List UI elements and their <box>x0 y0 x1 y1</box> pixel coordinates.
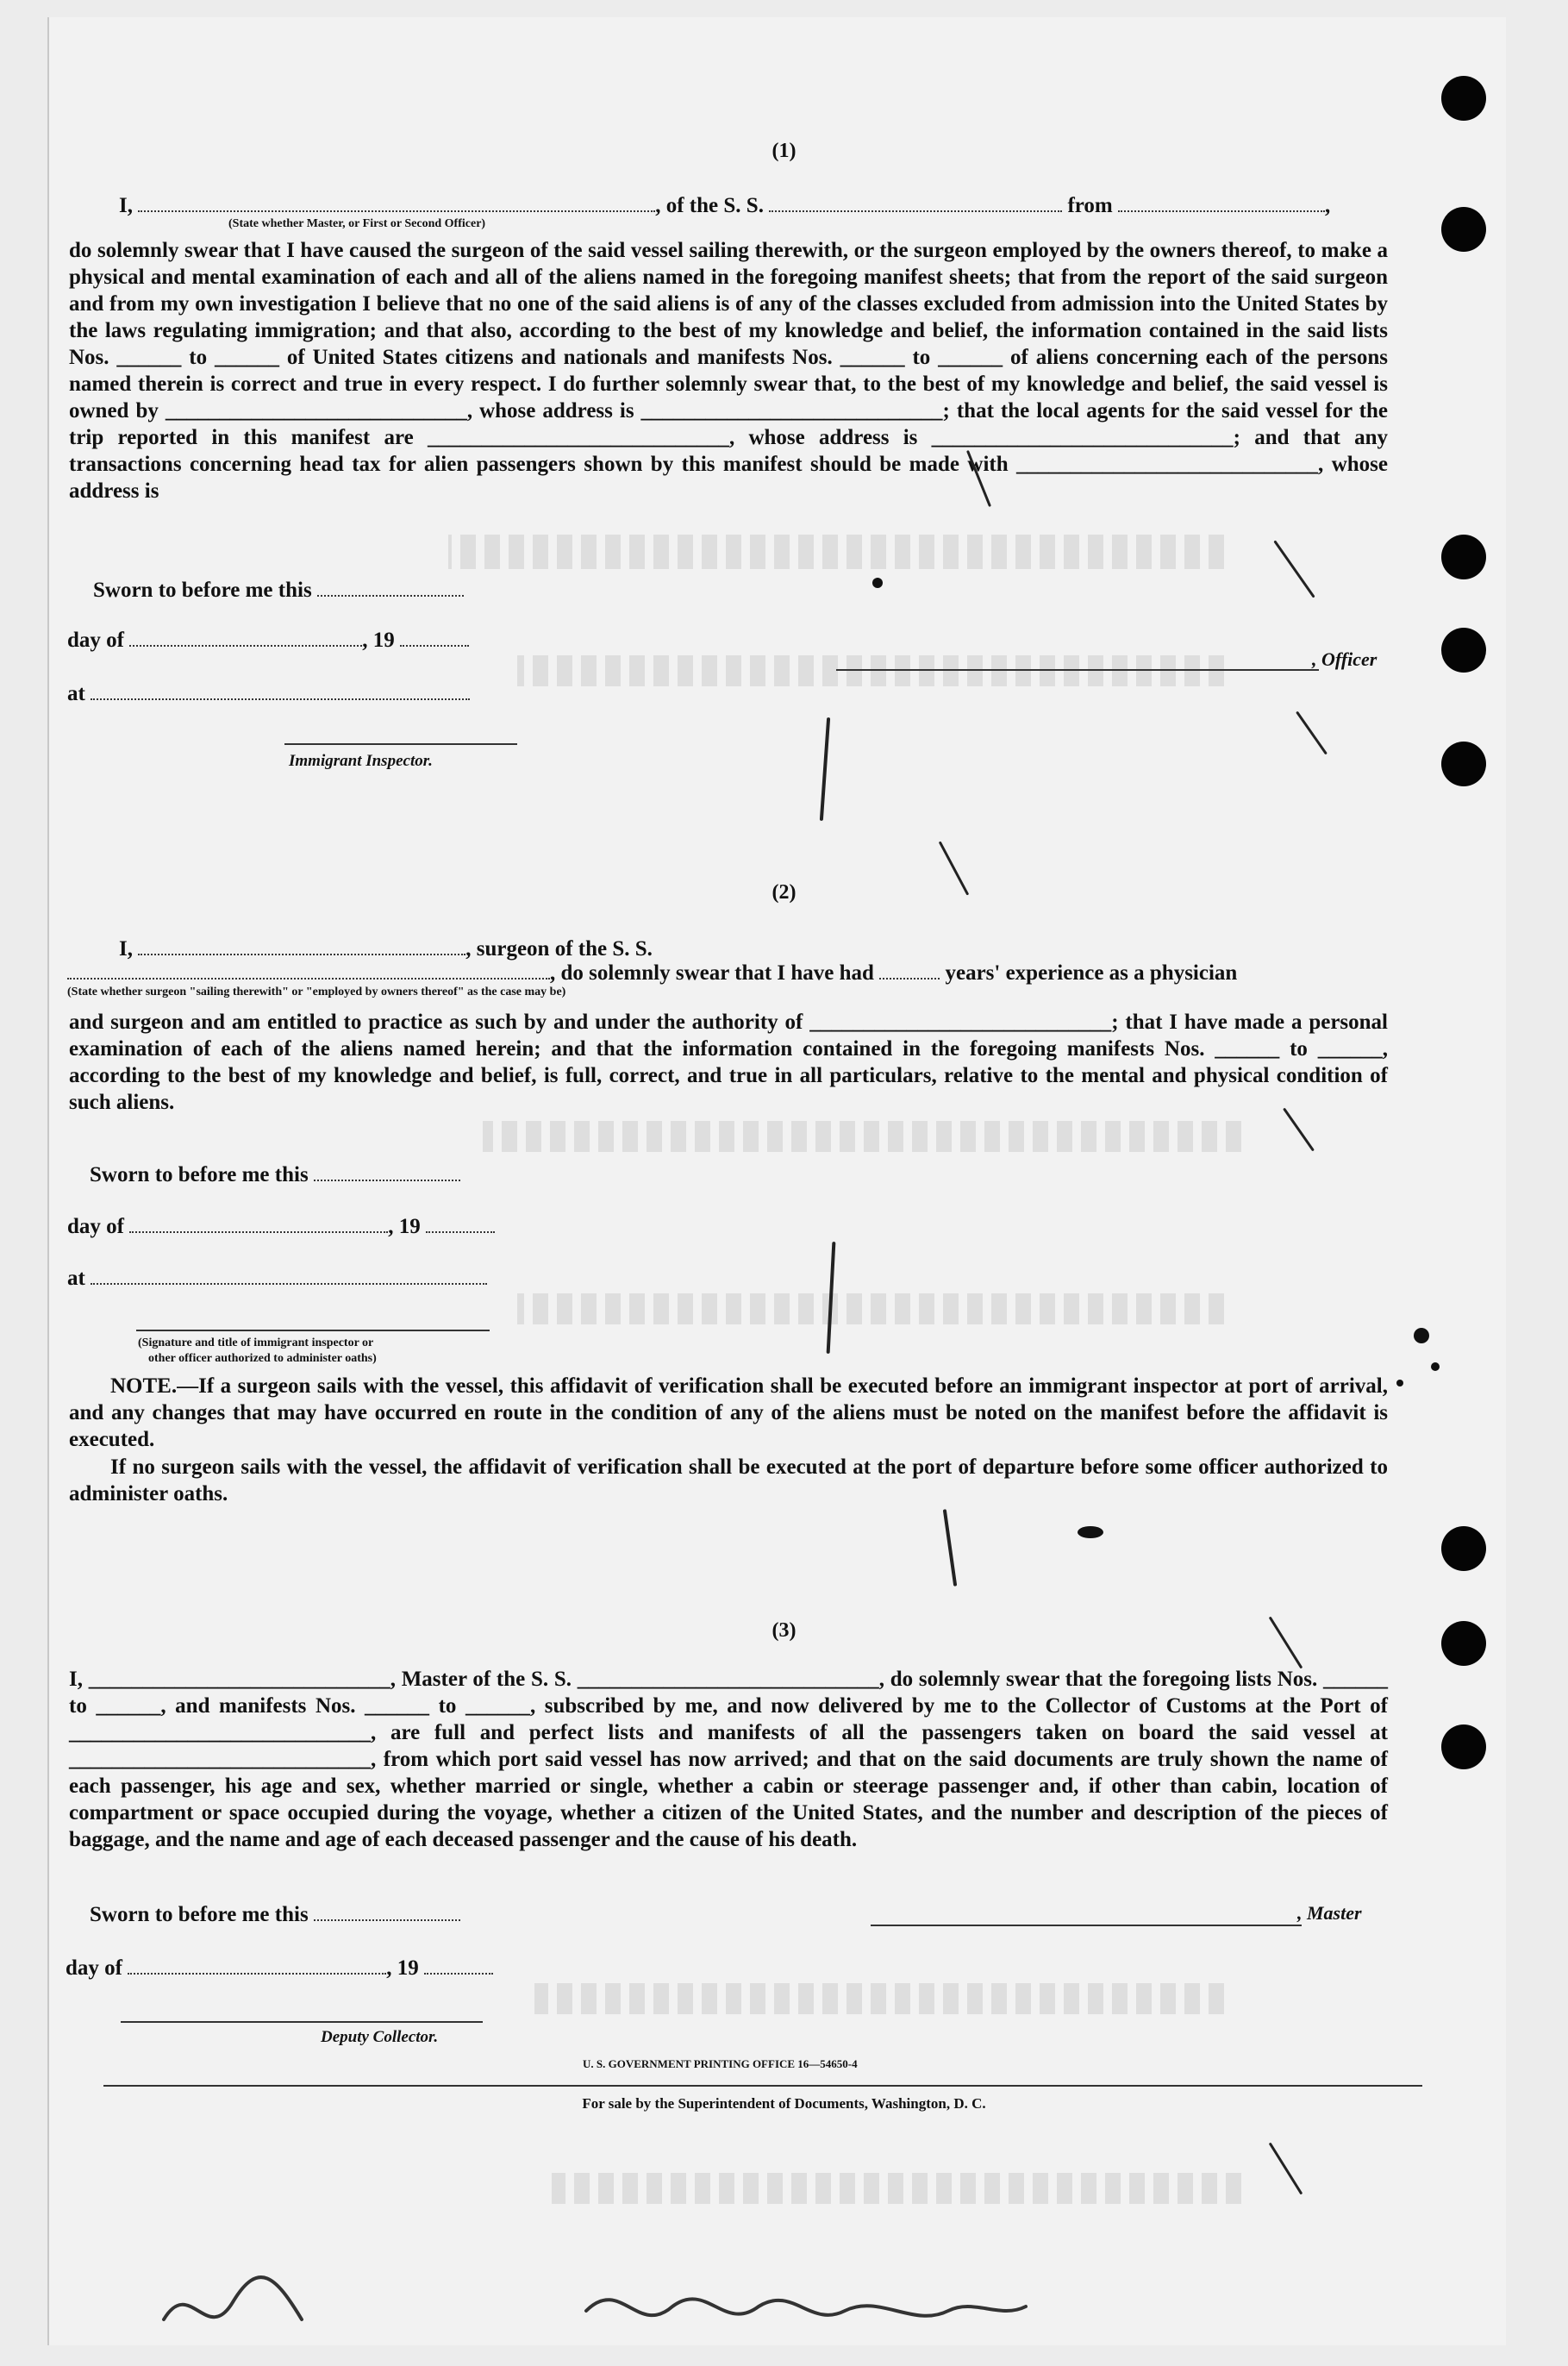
binder-hole <box>1441 1724 1486 1769</box>
officer-signature-line <box>836 669 1319 671</box>
ink-speck <box>1431 1362 1440 1371</box>
years-field[interactable] <box>879 959 940 980</box>
bleed-through <box>552 2173 1241 2204</box>
year-field[interactable] <box>400 626 469 647</box>
bleed-through <box>483 1121 1241 1152</box>
ship-name-field[interactable] <box>769 191 1062 212</box>
section-1-oath-text <box>69 237 1388 522</box>
note-surgeon-sails: NOTE.—If a surgeon sails with the vessel, this affidavit of verification shall be executed before an immigrant inspector at port of arrival, and any changes that may have occurred en route in the condition of any of the aliens must be noted on the manifest before the affidavit is executed. <box>69 1374 1388 1451</box>
day-of-field[interactable] <box>129 626 362 647</box>
section-2-signature-line <box>136 1330 490 1331</box>
section-2-at: at <box>67 1264 487 1291</box>
at-place-field-2[interactable] <box>91 1264 487 1285</box>
sworn-date-field-3[interactable] <box>314 1900 460 1921</box>
sworn-date-field[interactable] <box>317 576 464 597</box>
surgeon-name-field[interactable] <box>138 935 465 955</box>
section-3-body: I, ____________________________, Master of the S. S. ____________________________, do solemnly swear that the foregoing lists Nos. ______ to ______, and manifests Nos. ______ to ______, subscribed by me, and now delivered by me to the Collector of Customs at the Port of ____________________________, are full and perfect lists and manifests of all the passengers taken on board the said vessel at ____________________________, from which port said vessel has now arrived; and that on the said documents are truly shown the name of each passenger, his age and sex, whether married or single, whether a cabin or steerage passenger and, if other than cabin, location of compartment or space occupied during the voyage, whether a citizen of the United States, and the number and description of the pieces of baggage, and the name and age of each deceased passenger and the cause of his death. <box>69 1668 1388 1851</box>
section-3-sworn: Sworn to before me this <box>90 1900 460 1927</box>
section-2-number: (2) <box>772 881 796 904</box>
officer-name-field[interactable] <box>138 191 655 212</box>
binder-hole <box>1441 628 1486 673</box>
master-signature-line <box>871 1925 1302 1926</box>
bleed-through <box>517 655 1224 686</box>
note-no-surgeon: If no surgeon sails with the vessel, the affidavit of verification shall be executed at the port of departure before some officer authorized to administer oaths. <box>69 1455 1388 1505</box>
label-from: from <box>1067 194 1113 217</box>
label-of-ss: , of the S. S. <box>655 194 764 217</box>
year-field-2[interactable] <box>426 1212 495 1233</box>
binder-hole <box>1441 1526 1486 1571</box>
section-2-body: and surgeon and am entitled to practice as such by and under the authority of ____________________________; that I have made a personal examination of each of the aliens named herein; and that the information contained in the foregoing manifests Nos. ______ to ______, according to the best of my knowledge and belief, is full, correct, and true in all particulars, relative to the mental and physical condition of such aliens. <box>69 1011 1388 1114</box>
footer-rule <box>103 2085 1422 2087</box>
ink-speck <box>1396 1380 1403 1386</box>
ink-speck <box>1414 1328 1429 1343</box>
handwritten-signature <box>155 2259 1034 2354</box>
bleed-through <box>517 1293 1224 1324</box>
sworn-date-field-2[interactable] <box>314 1161 460 1181</box>
at-place-field[interactable] <box>91 679 470 700</box>
surgeon-caption: (State whether surgeon "sailing therewith" or "employed by owners thereof" as the case may be) <box>67 986 566 998</box>
section-1-sworn: Sworn to before me this <box>93 576 464 603</box>
immigrant-inspector-label: Immigrant Inspector. <box>289 752 433 770</box>
ink-speck <box>872 578 883 588</box>
section-1-at: at <box>67 679 470 706</box>
binder-hole <box>1441 742 1486 786</box>
from-port-field[interactable] <box>1118 191 1325 212</box>
inspector-signature-line <box>284 743 517 745</box>
section-1-day-of: day of , 19 <box>67 626 469 653</box>
bleed-through <box>448 535 1224 569</box>
printing-office-line: U. S. GOVERNMENT PRINTING OFFICE 16—54650-4 <box>583 2057 858 2070</box>
officer-caption: (State whether Master, or First or Second Officer) <box>228 217 486 230</box>
signature-caption-2: other officer authorized to administer oaths) <box>148 1352 377 1365</box>
deputy-collector-label: Deputy Collector. <box>321 2028 439 2046</box>
section-3-oath-text <box>69 1666 1388 1881</box>
year-field-3[interactable] <box>424 1954 493 1975</box>
section-1-body: do solemnly swear that I have caused the surgeon of the said vessel sailing therewith, or the surgeon employed by the owners thereof, to make a physical and mental examination of each and all of the aliens named in the foregoing manifest sheets; that from the report of the said surgeon and from my own investigation I believe that no one of the said aliens is of any of the classes excluded from admission into the United States by the laws regulating immigration; and that also, according to the best of my knowledge and belief, the information contained in the said lists Nos. ______ to ______ of United States citizens and nationals and manifests Nos. ______ to ______ of aliens concerning each of the persons named therein is correct and true in every respect. I do further solemnly swear that, to the best of my knowledge and belief, the said vessel is owned by ____________________________, whose address is ____________________________; that the local agents for the said vessel for the trip reported in this manifest are ____________________________, whose address is ____________________________; and that any transactions concerning head tax for alien passengers shown by this manifest should be made with ____________________________, whose address is <box>69 239 1388 503</box>
binder-hole <box>1441 535 1486 579</box>
ship-field-2[interactable] <box>67 959 550 980</box>
section-1-officer-line: I, , of the S. S. from , <box>119 191 1330 218</box>
section-1-number: (1) <box>772 140 796 162</box>
section-3-number: (3) <box>772 1619 796 1642</box>
section-2-years-line: , do solemnly swear that I have had years' experience as a physician <box>67 959 1237 986</box>
footer-text: For sale by the Superintendent of Documents, Washington, D. C. <box>582 2095 986 2112</box>
section-2-day-of: day of , 19 <box>67 1212 495 1239</box>
binder-hole <box>1441 207 1486 252</box>
binder-hole <box>1441 76 1486 121</box>
day-of-field-3[interactable] <box>128 1954 386 1975</box>
section-2-surgeon-line: I, , surgeon of the S. S. <box>119 935 653 961</box>
ink-stain <box>1078 1526 1103 1538</box>
master-label: , Master <box>1297 1902 1362 1924</box>
signature-caption-1: (Signature and title of immigrant inspector or <box>138 1336 374 1349</box>
day-of-field-2[interactable] <box>129 1212 388 1233</box>
label-i: I, <box>119 194 133 217</box>
deputy-signature-line <box>121 2021 483 2023</box>
bleed-through <box>534 1983 1224 2014</box>
section-2-sworn: Sworn to before me this <box>90 1161 460 1187</box>
section-3-day-of: day of , 19 <box>66 1954 493 1981</box>
officer-caption-label: , Officer <box>1312 648 1377 670</box>
section-2-oath-text <box>69 1009 1388 1121</box>
